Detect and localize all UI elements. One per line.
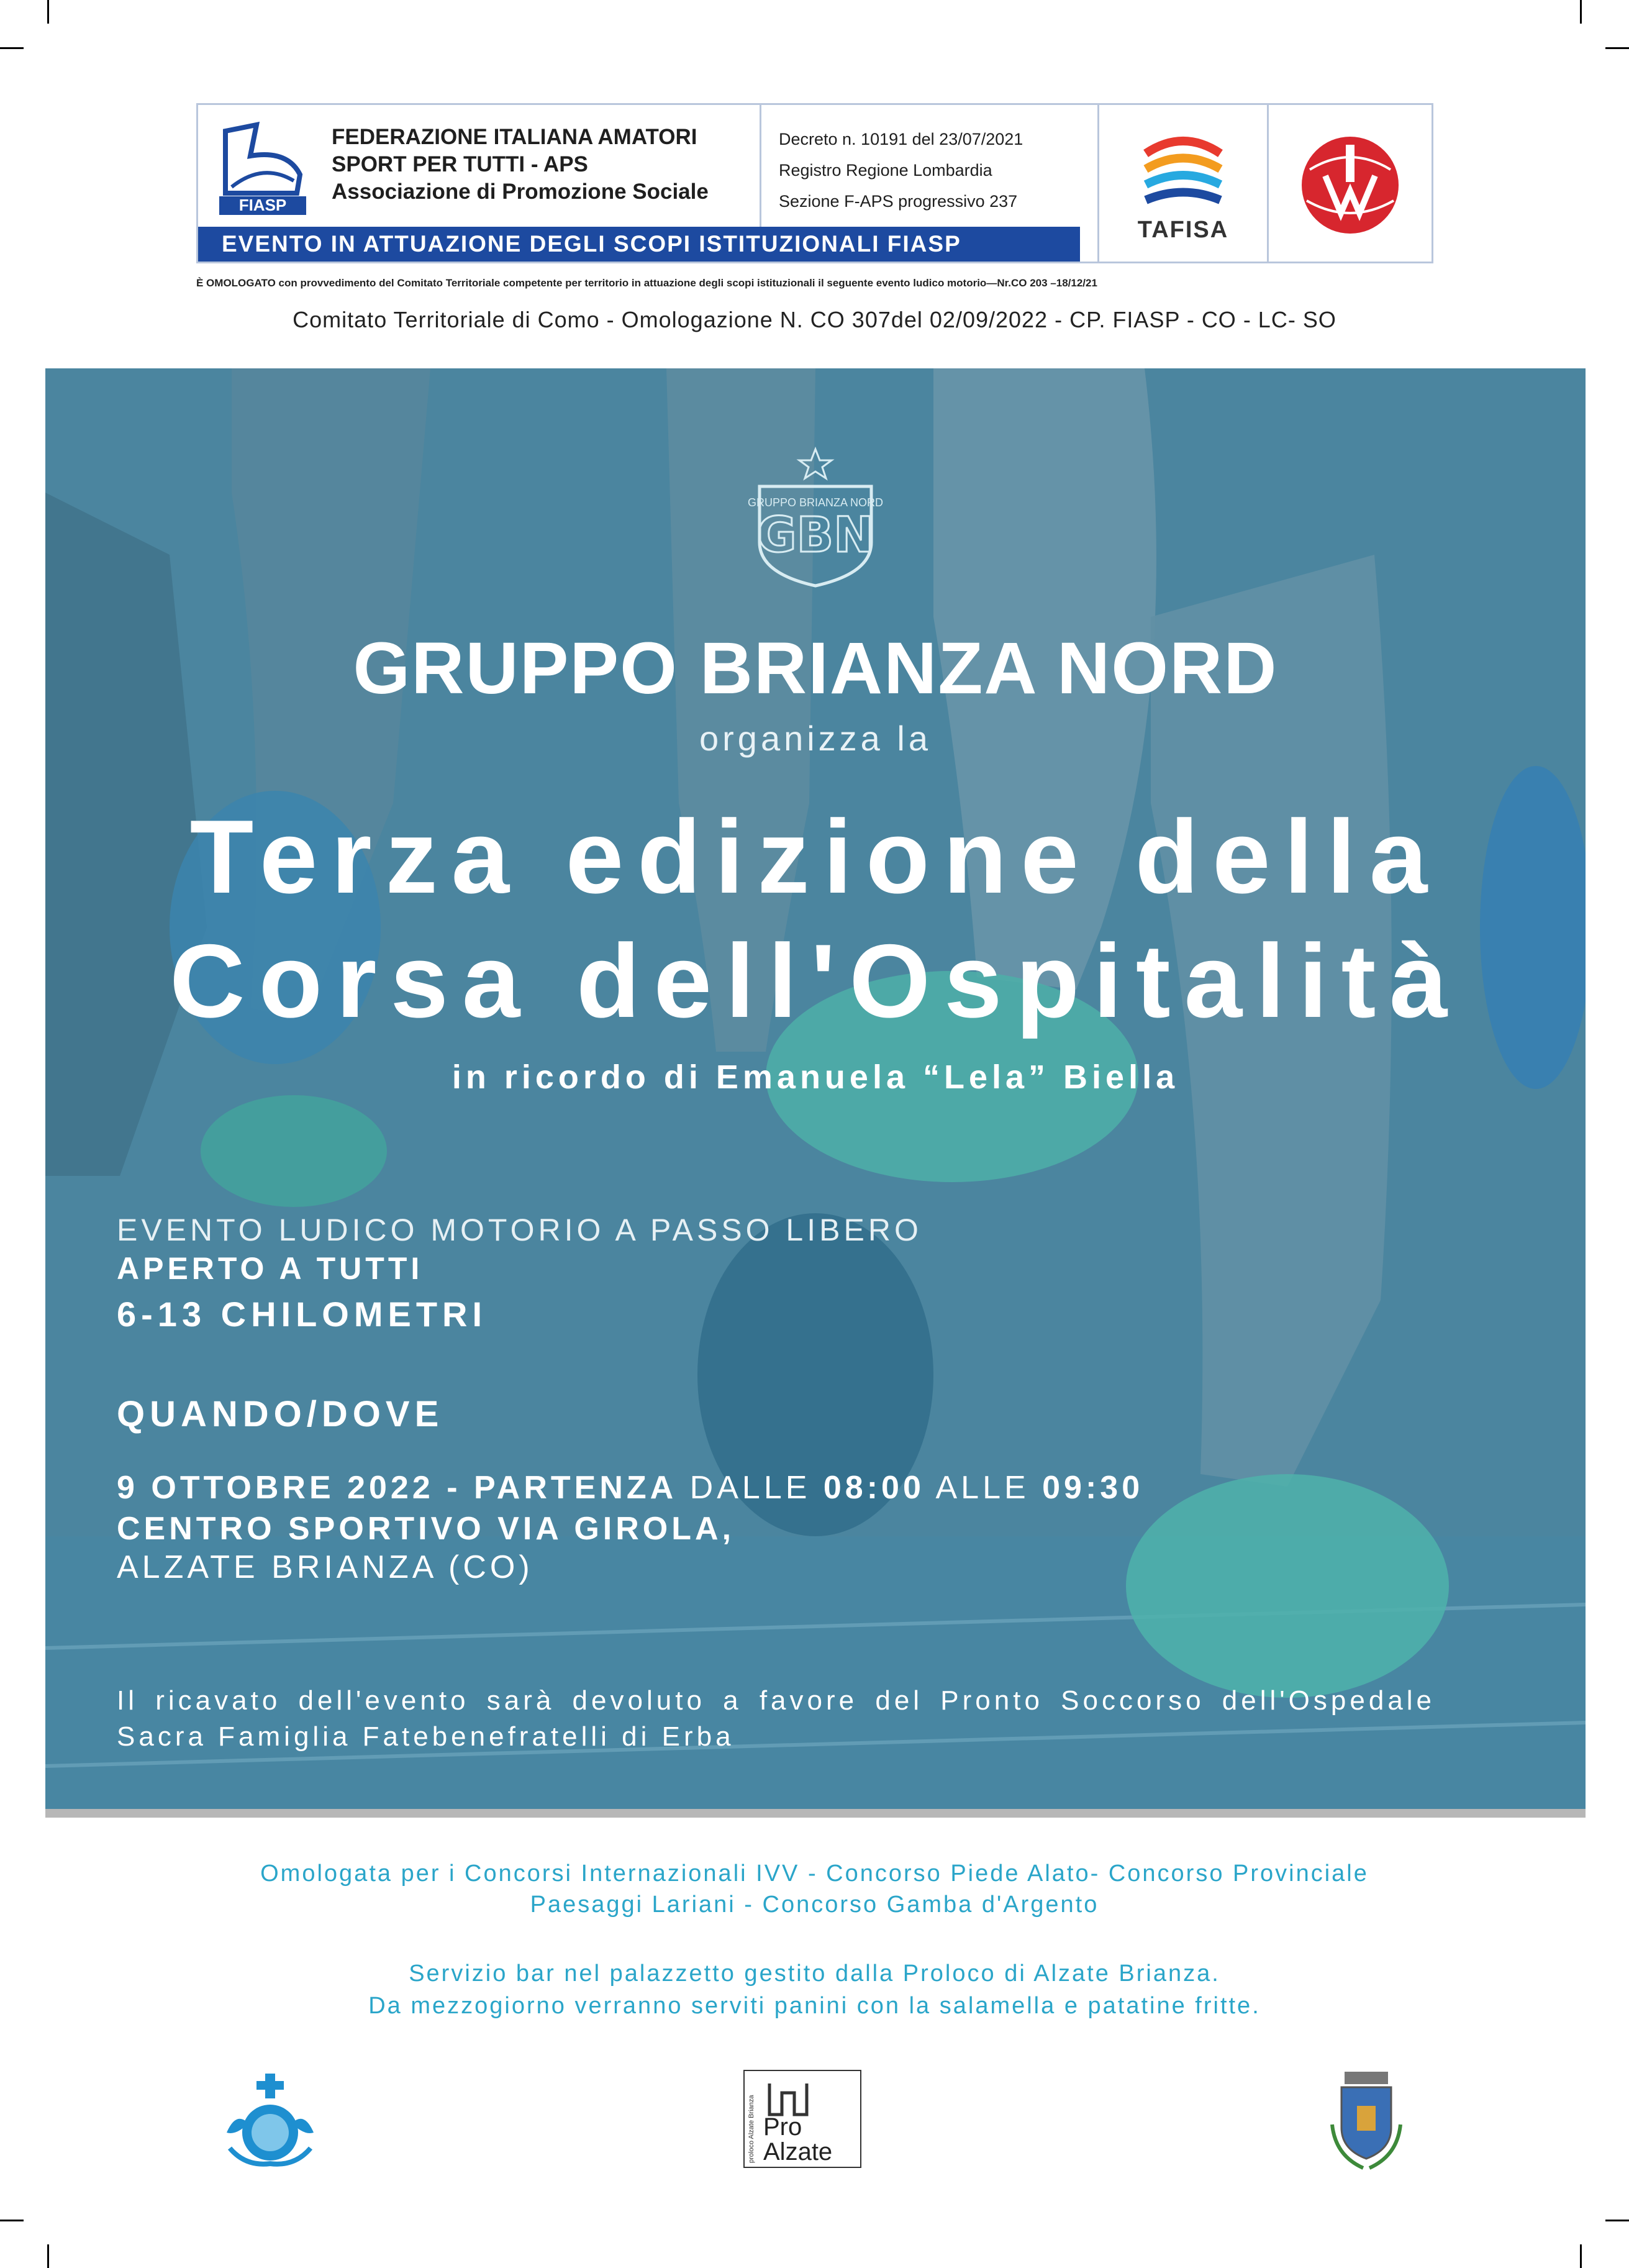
gbn-logo-text: GRUPPO BRIANZA NORD: [747, 496, 884, 509]
end-time: 09:30: [1042, 1470, 1144, 1506]
crop-mark: [0, 2220, 24, 2221]
proloco-small-text: proloco Alzate Brianza: [748, 2095, 755, 2163]
organizer-name: GRUPPO BRIANZA NORD: [353, 627, 1278, 709]
hero-bottom-border: [45, 1809, 1586, 1818]
hero-panel: [45, 368, 1586, 1814]
bar-service-line1: Servizio bar nel palazzetto gestito dalla Proloco di Alzate Brianza.: [409, 1961, 1220, 1987]
federation-line: FEDERAZIONE ITALIANA AMATORI: [332, 125, 697, 149]
decree-line: Decreto n. 10191 del 23/07/2021: [779, 130, 1023, 148]
date-time-line: [117, 1469, 1143, 1506]
contests-line2: Paesaggi Lariani - Concorso Gamba d'Argento: [530, 1892, 1099, 1918]
when-where-heading: QUANDO/DOVE: [117, 1394, 444, 1434]
from-label: DALLE: [677, 1470, 824, 1506]
federation-line: SPORT PER TUTTI - APS: [332, 152, 588, 176]
municipality-crest-logo: [1326, 2069, 1407, 2171]
event-title-line1: Terza edizione della: [189, 798, 1441, 915]
fiasp-banner: EVENTO IN ATTUAZIONE DEGLI SCOPI ISTITUZIONALI FIASP: [198, 227, 1080, 262]
gbn-monogram: GBN: [756, 508, 874, 563]
tafisa-logo: [1140, 129, 1227, 216]
decree-line: Registro Regione Lombardia: [779, 161, 992, 180]
proloco-logo: [743, 2070, 861, 2168]
crop-mark: [47, 0, 49, 24]
fiasp-logo-text: FIASP: [238, 196, 287, 214]
fiasp-logo: [213, 119, 312, 224]
departure-label: PARTENZA: [473, 1470, 678, 1506]
crop-mark: [1605, 47, 1629, 49]
venue: CENTRO SPORTIVO VIA GIROLA,: [117, 1511, 735, 1547]
proloco-label: Pro Alzate: [763, 2113, 833, 2166]
order-emblem-logo: [220, 2074, 320, 2167]
crop-mark: [1580, 0, 1582, 24]
separator: -: [433, 1470, 474, 1506]
tafisa-cell: [1099, 105, 1267, 262]
fiasp-header: [196, 103, 1433, 263]
crop-mark: [0, 47, 24, 49]
town: ALZATE BRIANZA (CO): [117, 1549, 533, 1585]
event-type: EVENTO LUDICO MOTORIO A PASSO LIBERO: [117, 1213, 922, 1247]
federation-line: Associazione di Promozione Sociale: [332, 180, 709, 204]
federation-name: [332, 124, 709, 206]
bar-service-line2: Da mezzogiorno verranno serviti panini con la salamella e patatine fritte.: [368, 1993, 1261, 2019]
decree-line: Sezione F-APS progressivo 237: [779, 192, 1018, 211]
proceeds-line1: Il ricavato dell'evento sarà devoluto a favore del Pronto Soccorso dell'Ospedale: [117, 1685, 1436, 1716]
omologato-note: È OMOLOGATO con provvedimento del Comitato Territoriale competente per territorio in attuazione degli scopi istituzionali il seguente evento ludico motorio—Nr.CO 203 –18/12/21: [196, 277, 1097, 289]
contests-line1: Omologata per i Concorsi Internazionali IVV - Concorso Piede Alato- Concorso Provinciale: [260, 1860, 1369, 1887]
crop-mark: [47, 2244, 49, 2268]
tafisa-label: TAFISA: [1137, 217, 1229, 243]
event-title-line2: Corsa dell'Ospitalità: [170, 922, 1461, 1039]
event-date: 9 OTTOBRE 2022: [117, 1470, 434, 1506]
crop-mark: [1605, 2220, 1629, 2221]
comitato-line: Comitato Territoriale di Como - Omologazione N. CO 307del 02/09/2022 - CP. FIASP - CO - LC- SO: [293, 307, 1336, 332]
crop-mark: [1580, 2244, 1582, 2268]
ivv-cell: [1269, 105, 1432, 262]
open-to-all: APERTO A TUTTI: [117, 1251, 424, 1286]
organizes-label: organizza la: [699, 719, 932, 758]
ivv-logo: [1297, 132, 1403, 238]
to-label: ALLE: [924, 1470, 1043, 1506]
memoriam-line: in ricordo di Emanuela “Lela” Biella: [451, 1059, 1179, 1096]
gbn-logo: [735, 437, 896, 592]
distance: 6-13 CHILOMETRI: [117, 1295, 488, 1334]
decree-text: [779, 124, 1023, 217]
proceeds-line2: Sacra Famiglia Fatebenefratelli di Erba: [117, 1721, 735, 1752]
start-time: 08:00: [823, 1470, 925, 1506]
